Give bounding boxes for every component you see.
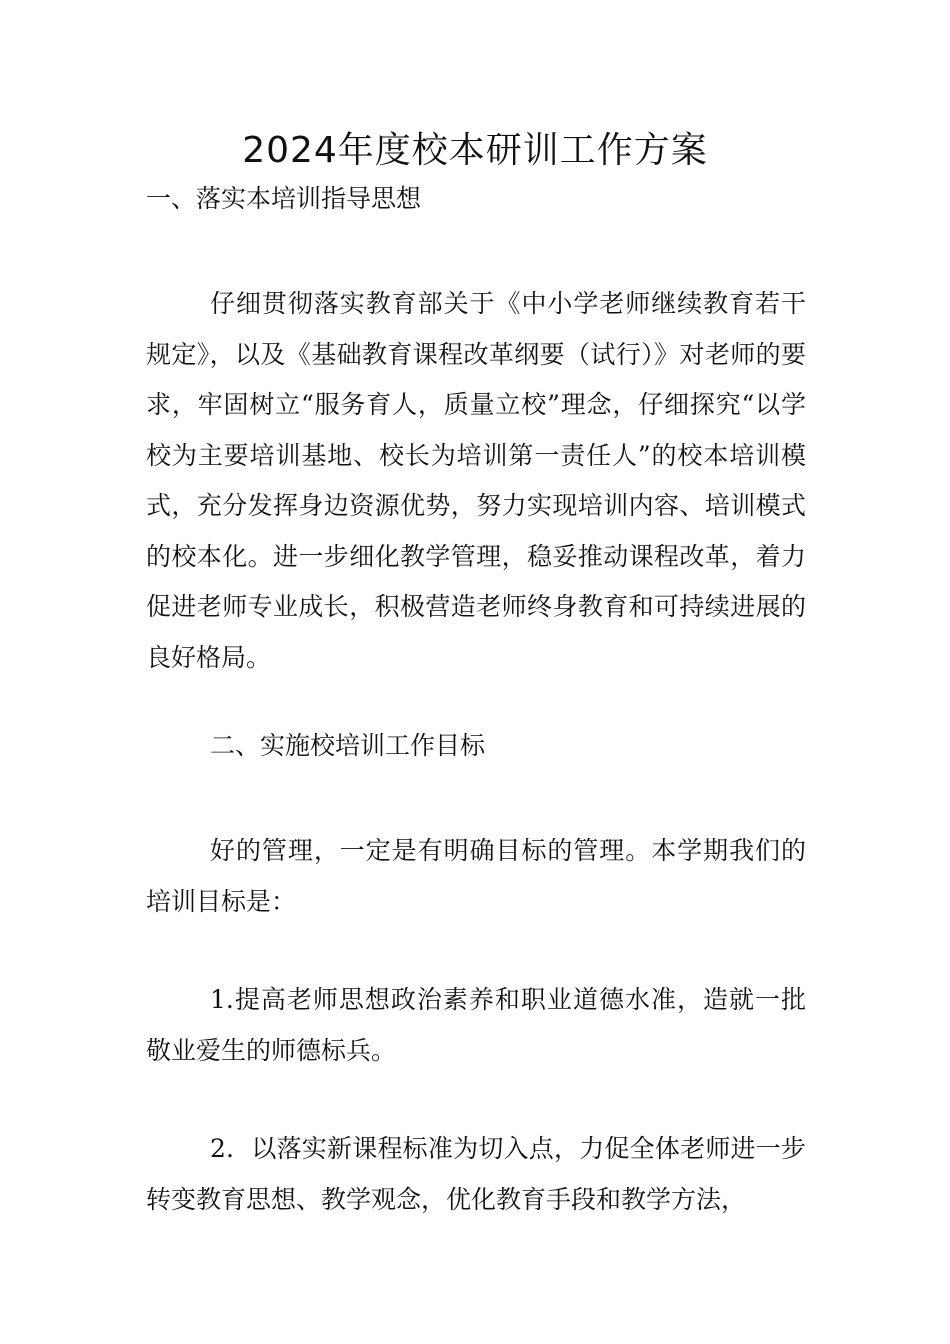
goal-item-2: 2．以落实新课程标准为切入点，力促全体老师进一步转变教育思想、教学观念，优化教育手段和教学方法， xyxy=(146,1134,806,1214)
section-2-heading: 二、实施校培训工作目标 xyxy=(210,731,486,760)
section-2-intro-paragraph: 好的管理，一定是有明确目标的管理。本学期我们的培训目标是： xyxy=(146,836,806,916)
goal-item-1: 1.提高老师思想政治素养和职业道德水准，造就一批敬业爱生的师德标兵。 xyxy=(146,985,806,1065)
section-1-paragraph: 仔细贯彻落实教育部关于《中小学老师继续教育若干规定》，以及《基础教育课程改革纲要（试行）》对老师的要求，牢固树立“服务育人，质量立校”理念，仔细探究“以学校为主要培训基地、校长为培训第一责任人”的校本培训模式，充分发挥身边资源优势，努力实现培训内容、培训模式的校本化。进一步细化教学管理，稳妥推动课程改革，着力促进老师专业成长，积极营造老师终身教育和可持续进展的良好格局。 xyxy=(146,289,806,672)
section-1-heading: 一、落实本培训指导思想 xyxy=(146,184,422,213)
document-title: 2024年度校本研训工作方案 xyxy=(242,130,708,171)
